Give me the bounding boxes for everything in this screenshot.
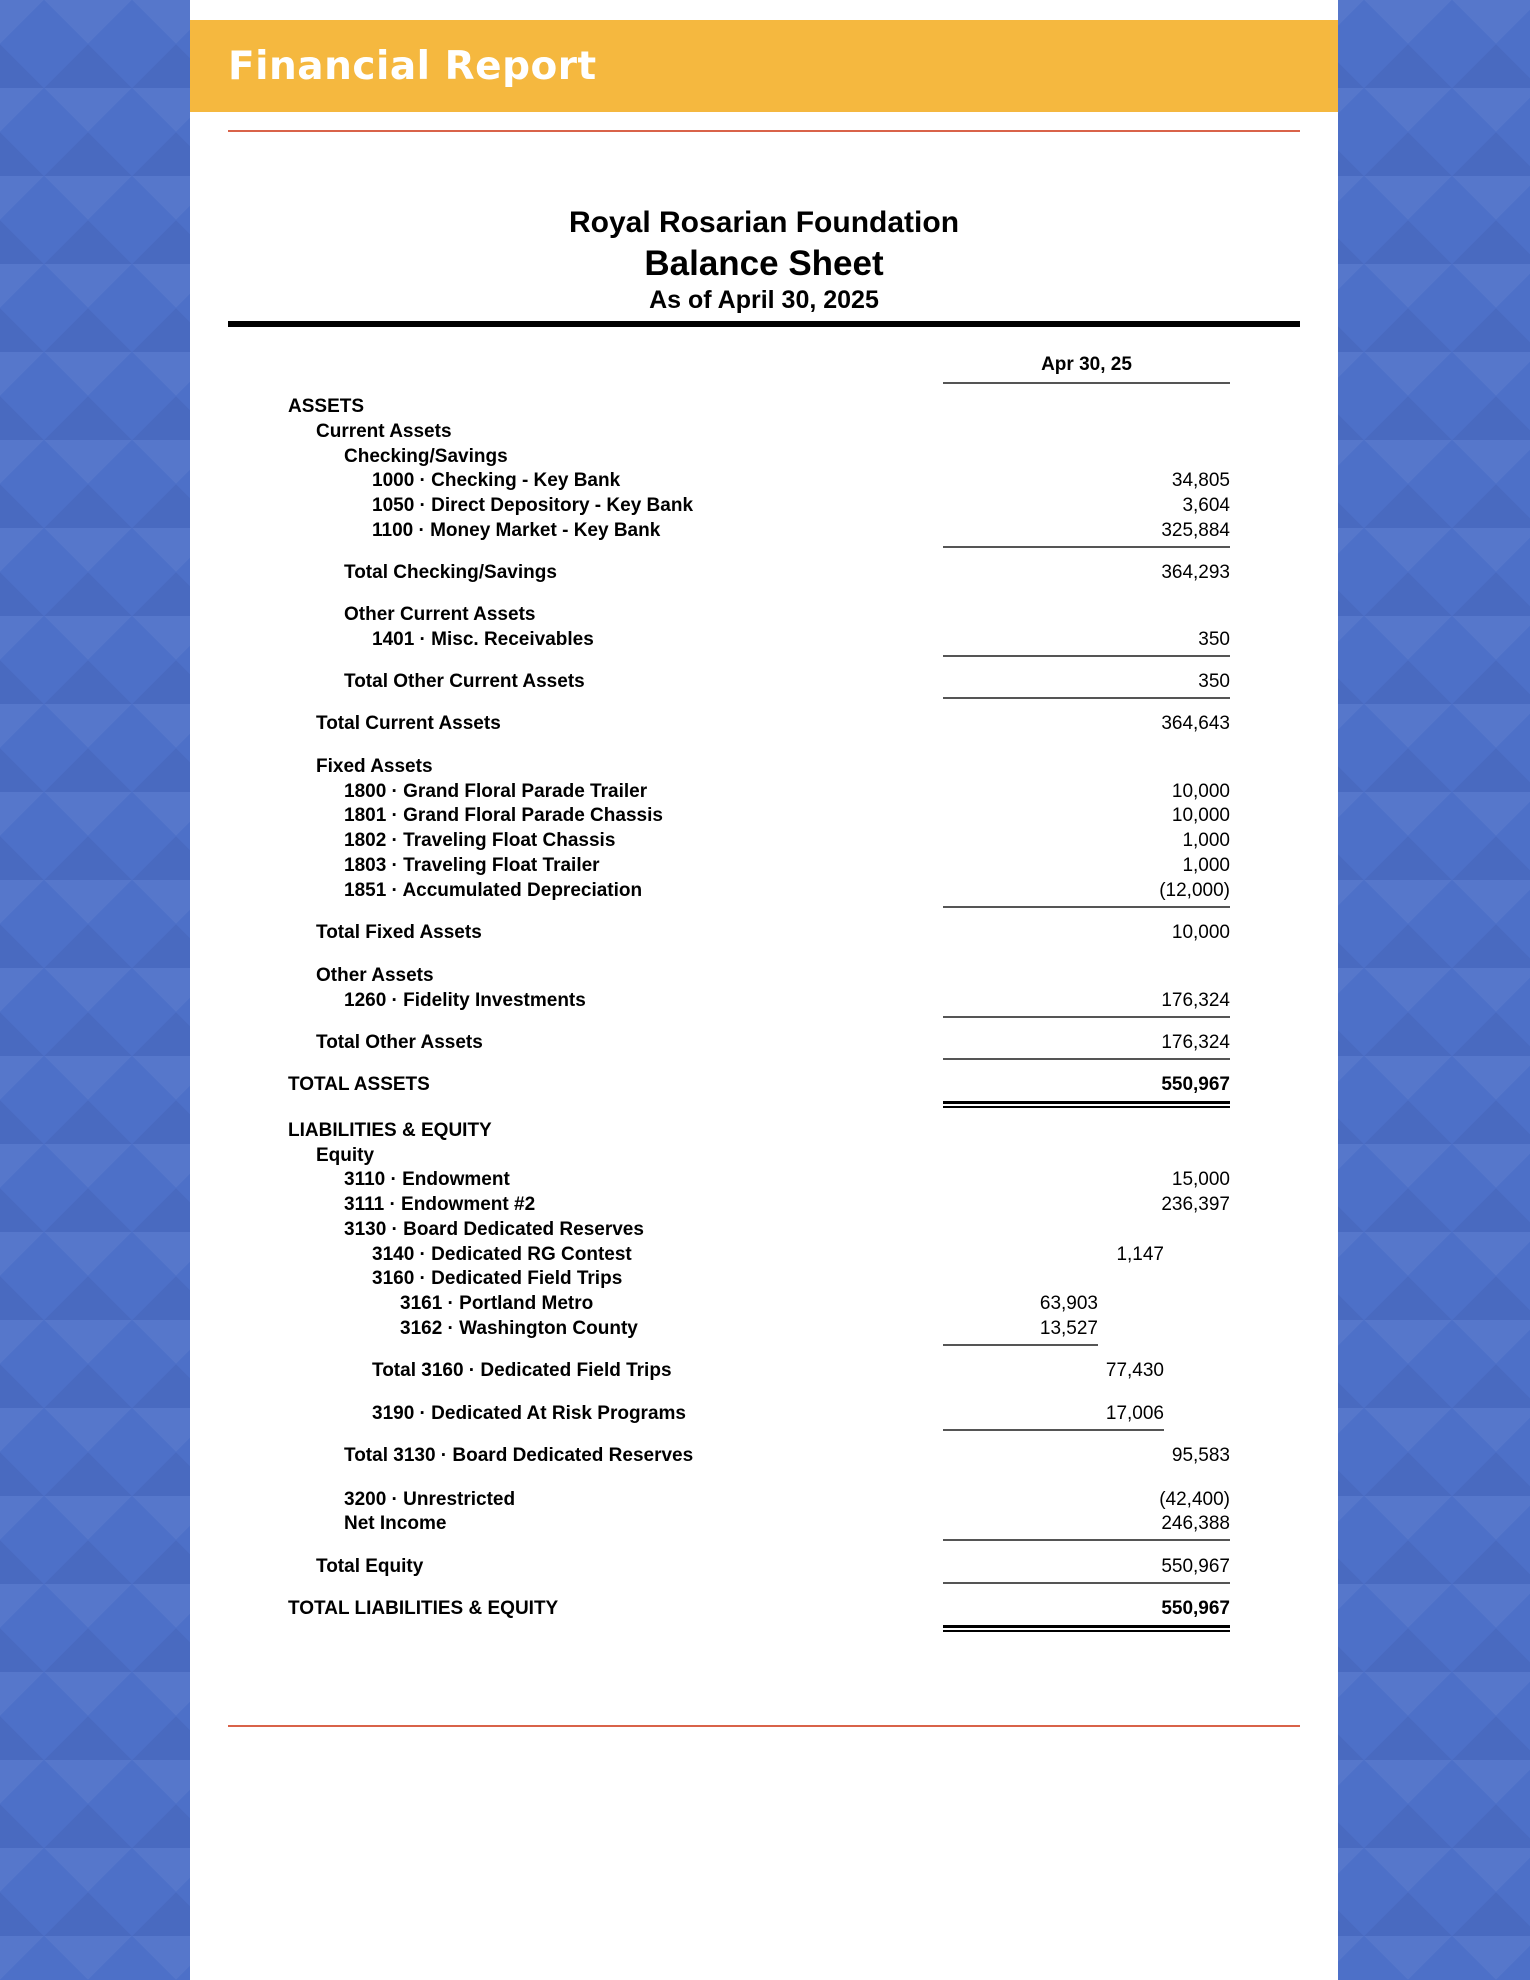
row-amount: 325,884 bbox=[1161, 520, 1230, 541]
table-row bbox=[190, 1144, 1338, 1168]
table-row bbox=[190, 1597, 1338, 1621]
row-label: 1803 · Traveling Float Trailer bbox=[344, 855, 600, 876]
row-label: Total Checking/Savings bbox=[344, 562, 557, 583]
row-amount: 15,000 bbox=[1171, 1169, 1230, 1190]
row-label: 1800 · Grand Floral Parade Trailer bbox=[344, 781, 648, 802]
row-label: Equity bbox=[316, 1145, 375, 1166]
table-row bbox=[190, 804, 1338, 828]
table-row bbox=[190, 1031, 1338, 1055]
table-row bbox=[190, 519, 1338, 543]
organization-name: Royal Rosarian Foundation bbox=[568, 206, 960, 239]
table-row bbox=[190, 561, 1338, 585]
total-double-rule bbox=[943, 1101, 1230, 1108]
row-amount: 246,388 bbox=[1161, 1513, 1230, 1534]
row-label: Other Current Assets bbox=[344, 604, 536, 625]
row-label: Total 3130 · Board Dedicated Reserves bbox=[344, 1445, 694, 1466]
row-amount: 3,604 bbox=[1182, 495, 1230, 516]
table-row bbox=[190, 989, 1338, 1013]
table-row bbox=[190, 1359, 1338, 1383]
row-amount: (12,000) bbox=[1159, 880, 1230, 901]
table-row bbox=[190, 603, 1338, 627]
row-label: 3130 · Board Dedicated Reserves bbox=[344, 1219, 644, 1240]
row-amount: 550,967 bbox=[1161, 1074, 1230, 1095]
row-label: Total Other Assets bbox=[316, 1032, 483, 1053]
table-row bbox=[190, 755, 1338, 779]
row-amount: 34,805 bbox=[1171, 470, 1230, 491]
row-label: Fixed Assets bbox=[316, 756, 433, 777]
row-label: 3140 · Dedicated RG Contest bbox=[372, 1244, 632, 1265]
subtotal-rule bbox=[943, 1429, 1164, 1431]
row-label: TOTAL ASSETS bbox=[288, 1074, 430, 1095]
subtotal-rule bbox=[943, 906, 1230, 908]
row-label: Total 3160 · Dedicated Field Trips bbox=[372, 1360, 672, 1381]
row-amount: 13,527 bbox=[1039, 1318, 1098, 1339]
row-amount: 176,324 bbox=[1161, 990, 1230, 1011]
row-label: Total Other Current Assets bbox=[344, 671, 585, 692]
report-page bbox=[190, 0, 1338, 1980]
row-amount: (42,400) bbox=[1159, 1489, 1230, 1510]
row-label: LIABILITIES & EQUITY bbox=[288, 1120, 492, 1141]
subtotal-rule bbox=[943, 546, 1230, 548]
table-row bbox=[190, 854, 1338, 878]
subtotal-rule bbox=[943, 1058, 1230, 1060]
table-row bbox=[190, 420, 1338, 444]
row-amount: 10,000 bbox=[1171, 805, 1230, 826]
row-label: 3160 · Dedicated Field Trips bbox=[372, 1268, 623, 1289]
table-row bbox=[190, 670, 1338, 694]
total-double-rule bbox=[943, 1625, 1230, 1632]
row-label: Other Assets bbox=[316, 965, 434, 986]
row-label: 3110 · Endowment bbox=[344, 1169, 510, 1190]
row-label: Current Assets bbox=[316, 421, 452, 442]
row-amount: 1,147 bbox=[1116, 1244, 1164, 1265]
table-row bbox=[190, 1267, 1338, 1291]
row-label: Total Fixed Assets bbox=[316, 922, 482, 943]
row-amount: 17,006 bbox=[1105, 1403, 1164, 1424]
row-label: Total Equity bbox=[316, 1556, 424, 1577]
column-header-rule bbox=[943, 382, 1230, 384]
subtotal-rule bbox=[943, 1582, 1230, 1584]
table-row bbox=[190, 879, 1338, 903]
row-label: 1100 · Money Market - Key Bank bbox=[372, 520, 661, 541]
table-row bbox=[190, 1218, 1338, 1242]
subtotal-rule bbox=[943, 1016, 1230, 1018]
table-row bbox=[190, 829, 1338, 853]
table-row bbox=[190, 469, 1338, 493]
row-label: 3162 · Washington County bbox=[400, 1318, 638, 1339]
row-amount: 176,324 bbox=[1161, 1032, 1230, 1053]
table-row bbox=[190, 1317, 1338, 1341]
table-row bbox=[190, 1193, 1338, 1217]
row-amount: 550,967 bbox=[1161, 1556, 1230, 1577]
table-row bbox=[190, 964, 1338, 988]
subtotal-rule bbox=[943, 697, 1230, 699]
row-label: 3200 · Unrestricted bbox=[344, 1489, 516, 1510]
row-amount: 1,000 bbox=[1182, 855, 1230, 876]
table-row bbox=[190, 1555, 1338, 1579]
table-row bbox=[190, 628, 1338, 652]
subtotal-rule bbox=[943, 1344, 1098, 1346]
report-date: As of April 30, 2025 bbox=[649, 286, 879, 314]
row-amount: 236,397 bbox=[1161, 1194, 1230, 1215]
row-amount: 63,903 bbox=[1039, 1293, 1098, 1314]
footer-divider bbox=[228, 1725, 1300, 1727]
row-label: 1801 · Grand Floral Parade Chassis bbox=[344, 805, 663, 826]
row-amount: 10,000 bbox=[1171, 781, 1230, 802]
row-label: ASSETS bbox=[288, 396, 365, 417]
row-label: Net Income bbox=[344, 1513, 447, 1534]
row-amount: 364,643 bbox=[1161, 713, 1230, 734]
table-row bbox=[190, 395, 1338, 419]
banner-title: Financial Report bbox=[228, 44, 597, 89]
header-divider bbox=[228, 130, 1300, 132]
row-amount: 550,967 bbox=[1161, 1598, 1230, 1619]
subtotal-rule bbox=[943, 655, 1230, 657]
row-label: 3190 · Dedicated At Risk Programs bbox=[372, 1403, 686, 1424]
row-label: TOTAL LIABILITIES & EQUITY bbox=[288, 1598, 559, 1619]
row-amount: 10,000 bbox=[1171, 922, 1230, 943]
table-row bbox=[190, 712, 1338, 736]
row-label: 1802 · Traveling Float Chassis bbox=[344, 830, 616, 851]
table-row bbox=[190, 445, 1338, 469]
table-row bbox=[190, 1168, 1338, 1192]
row-label: 1050 · Direct Depository - Key Bank bbox=[372, 495, 694, 516]
row-label: 1401 · Misc. Receivables bbox=[372, 629, 594, 650]
column-header: Apr 30, 25 bbox=[1041, 354, 1132, 375]
row-label: Checking/Savings bbox=[344, 446, 508, 467]
table-row bbox=[190, 1073, 1338, 1097]
table-row bbox=[190, 494, 1338, 518]
row-label: 3161 · Portland Metro bbox=[400, 1293, 594, 1314]
row-amount: 364,293 bbox=[1161, 562, 1230, 583]
row-label: 1260 · Fidelity Investments bbox=[344, 990, 586, 1011]
table-row bbox=[190, 1488, 1338, 1512]
title-rule bbox=[228, 321, 1300, 327]
table-row bbox=[190, 1512, 1338, 1536]
row-label: 3111 · Endowment #2 bbox=[344, 1194, 536, 1215]
table-row bbox=[190, 921, 1338, 945]
table-row bbox=[190, 1119, 1338, 1143]
row-label: Total Current Assets bbox=[316, 713, 501, 734]
table-row bbox=[190, 780, 1338, 804]
table-row bbox=[190, 1444, 1338, 1468]
row-amount: 350 bbox=[1198, 671, 1230, 692]
table-row bbox=[190, 1292, 1338, 1316]
row-label: 1000 · Checking - Key Bank bbox=[372, 470, 621, 491]
report-title: Balance Sheet bbox=[644, 244, 884, 283]
row-label: 1851 · Accumulated Depreciation bbox=[344, 880, 643, 901]
table-row bbox=[190, 1402, 1338, 1426]
table-row bbox=[190, 1243, 1338, 1267]
row-amount: 95,583 bbox=[1171, 1445, 1230, 1466]
row-amount: 350 bbox=[1198, 629, 1230, 650]
row-amount: 1,000 bbox=[1182, 830, 1230, 851]
row-amount: 77,430 bbox=[1105, 1360, 1164, 1381]
report-banner bbox=[190, 20, 1338, 112]
subtotal-rule bbox=[943, 1539, 1230, 1541]
